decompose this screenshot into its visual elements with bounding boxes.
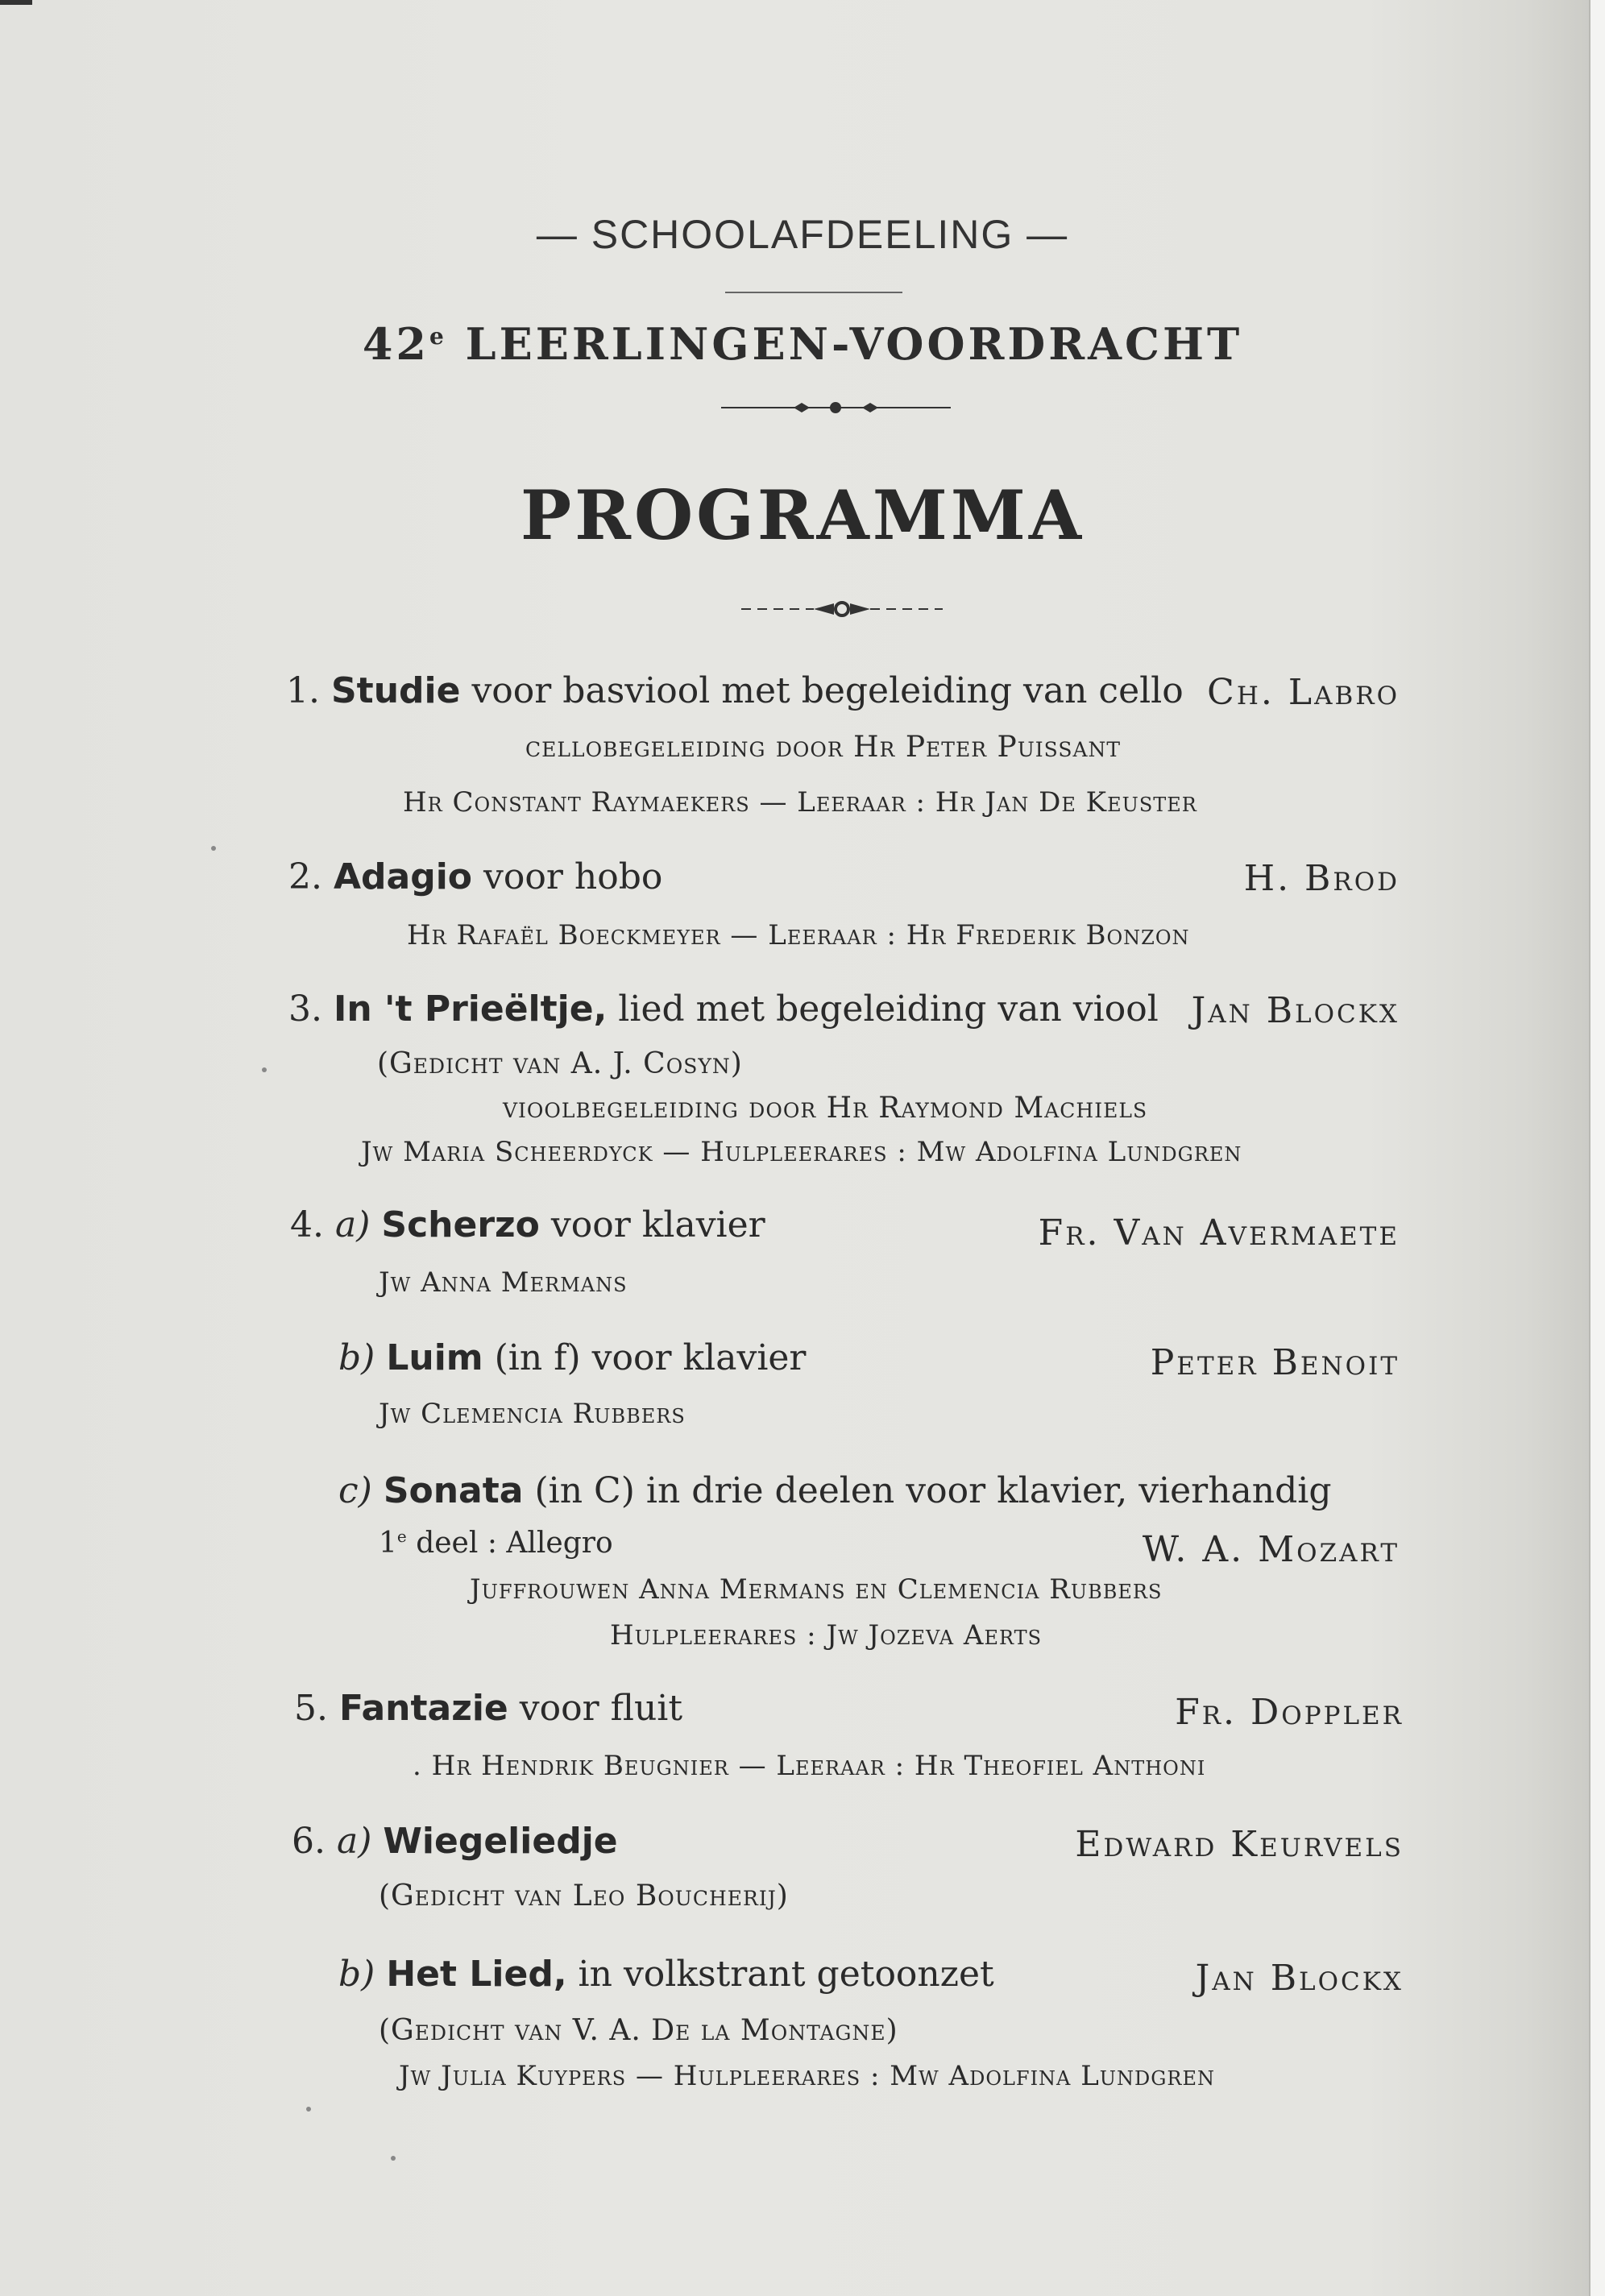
item-6b-composer: Jan Blockx [1195,1958,1404,1999]
item-4c-heading [338,1470,1332,1511]
item-2-heading [288,856,662,897]
item-title: Studie [330,670,461,711]
item-4a-performers: Jw Anna Mermans [379,1266,628,1299]
part-letter: a) [334,1204,371,1245]
paper-speck [391,2156,396,2161]
item-description: voor klavier [550,1204,765,1245]
movement-name: deel : Allegro [416,1527,613,1560]
programme-title: PROGRAMMA [520,475,1085,555]
item-1-heading [286,670,1184,711]
item-number: 1. [286,670,320,711]
part-letter: c) [338,1470,372,1511]
event-number-suffix: e [429,323,447,350]
part-letter: b) [338,1954,375,1995]
item-title: In 't Prieëltje, [333,988,608,1030]
item-2-performers: Hr Rafaël Boeckmeyer — Leeraar : Hr Frederik Bonzon [407,919,1190,951]
item-number: 5. [294,1688,328,1729]
item-5-performers: . Hr Hendrik Beugnier — Leeraar : Hr Theofiel Anthoni [413,1750,1206,1782]
item-6a-poem-note: (Gedicht van Leo Boucherij) [379,1879,789,1913]
event-name: LEERLINGEN-VOORDRACHT [465,318,1243,370]
item-title: Scherzo [381,1204,540,1245]
item-4c-performers: Juffrouwen Anna Mermans en Clemencia Rubbers [470,1573,1163,1606]
item-4a-heading [290,1204,765,1245]
item-6a-heading [292,1821,618,1862]
ornament-divider-bottom [741,601,943,617]
item-3-heading [288,988,1159,1030]
item-title: Fantazie [338,1688,508,1729]
item-5-heading [294,1688,682,1729]
item-description: lied met begeleiding van viool [618,988,1159,1030]
ornament-divider-top [721,400,951,416]
item-4b-performers: Jw Clemencia Rubbers [379,1398,686,1430]
item-3-accompaniment-note: vioolbegeleiding door Hr Raymond Machiels [503,1092,1148,1125]
item-title: Sonata [383,1470,524,1511]
item-6b-poem-note: (Gedicht van V. A. De la Montagne) [379,2014,898,2047]
paper-speck [262,1067,267,1072]
item-4c-movement [379,1527,613,1560]
item-title: Wiegeliedje [383,1821,618,1862]
section-title: — SCHOOLAFDEELING — [536,212,1069,257]
item-description: (in f) voor klavier [494,1337,807,1378]
event-number: 42 [362,318,429,370]
item-1-note: cellobegeleiding door Hr Peter Puissant [525,731,1122,764]
item-description: in volkstrant getoonzet [578,1954,994,1995]
item-number: 6. [292,1821,326,1862]
item-6b-performers: Jw Julia Kuypers — Hulpleerares : Mw Adolfina Lundgren [399,2060,1216,2092]
item-title: Luim [386,1337,483,1378]
item-3-composer: Jan Blockx [1191,990,1400,1031]
item-number: 4. [290,1204,324,1245]
item-4b-composer: Peter Benoit [1150,1342,1400,1383]
item-description: voor fluit [519,1688,683,1729]
item-5-composer: Fr. Doppler [1175,1692,1404,1733]
scan-mark [0,0,32,5]
movement-ordinal: 1 [379,1527,397,1560]
item-4b-heading [338,1337,806,1378]
item-1-performers: Hr Constant Raymaekers — Leeraar : Hr Jan De Keuster [403,786,1197,819]
part-letter: a) [336,1821,372,1862]
title-rule [725,292,902,293]
item-4c-composer: W. A. Mozart [1142,1529,1400,1570]
item-number: 3. [288,988,322,1030]
item-4c-teacher: Hulpleerares : Jw Jozeva Aerts [610,1619,1043,1652]
item-1-composer: Ch. Labro [1207,672,1400,713]
item-6a-composer: Edward Keurvels [1075,1824,1404,1865]
item-number: 2. [288,856,322,897]
item-3-performers: Jw Maria Scheerdyck — Hulpleerares : Mw Adolfina Lundgren [361,1136,1242,1168]
paper-speck [211,846,216,851]
event-title [0,318,1605,370]
item-description: voor basviool met begeleiding van cello [471,670,1184,711]
item-description: (in C) in drie deelen voor klavier, vierhandig [534,1470,1332,1511]
item-4a-composer: Fr. Van Avermaete [1038,1212,1400,1254]
item-6b-heading [338,1954,994,1995]
item-title: Adagio [333,856,473,897]
movement-ordinal-suffix: e [396,1527,407,1546]
item-description: voor hobo [483,856,663,897]
paper-speck [306,2107,311,2112]
item-title: Het Lied, [386,1954,567,1995]
part-letter: b) [338,1337,375,1378]
item-2-composer: H. Brod [1243,858,1400,899]
item-3-poem-note: (Gedicht van A. J. Cosyn) [377,1047,743,1080]
